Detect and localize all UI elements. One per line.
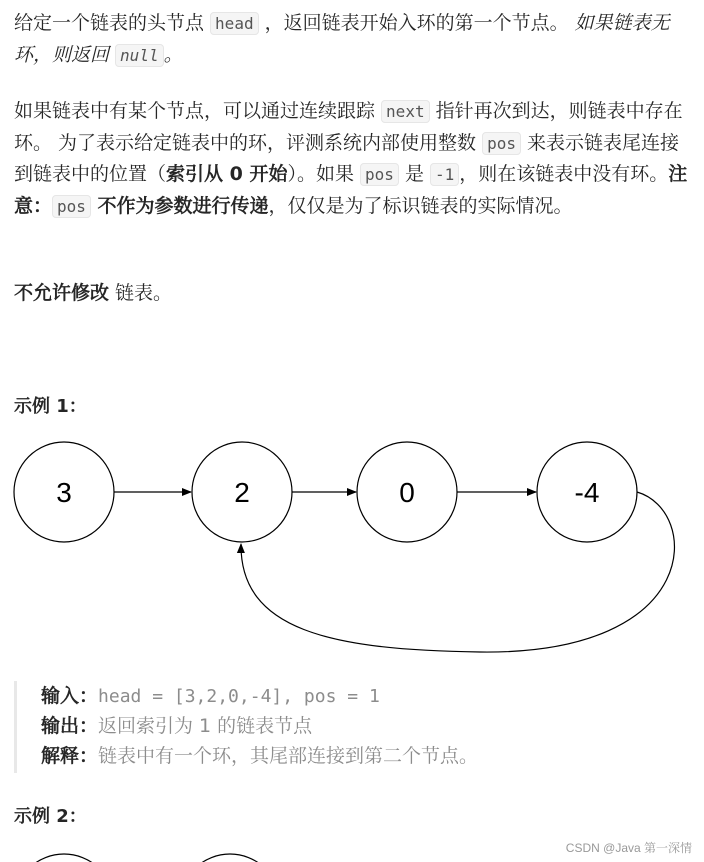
code-next: next	[381, 100, 430, 123]
example-input-line	[41, 681, 681, 711]
text: 如果链表中有某个节点，可以通过连续跟踪	[14, 100, 382, 122]
node-value: 2	[234, 477, 250, 508]
text: 给定一个链表的头节点	[14, 12, 211, 34]
example-1-block	[14, 681, 681, 773]
output-label: 输出：	[41, 715, 99, 737]
node-value: 0	[399, 477, 415, 508]
text: ，则在该链表中没有环。	[459, 163, 669, 185]
output-value: 返回索引为 1 的链表节点	[98, 715, 313, 737]
watermark: CSDN @Java 第一深情	[565, 841, 692, 855]
bold-no-modify: 不允许修改	[14, 282, 110, 304]
node-value: 3	[56, 477, 72, 508]
list-node	[537, 442, 637, 542]
example-2-title: 示例 2：	[14, 806, 87, 827]
input-label: 输入：	[41, 685, 99, 707]
list-node	[357, 442, 457, 542]
text: ，仅仅是为了标识链表的实际情况。	[268, 194, 573, 217]
text: 如果链表无环，则返回	[14, 12, 670, 66]
code-neg1: -1	[430, 163, 459, 186]
intro-paragraph-1	[14, 8, 694, 71]
text: 。	[163, 43, 183, 66]
example-explain-line	[41, 741, 681, 771]
linked-list-diagram	[0, 430, 704, 665]
text: 指针再次到达，则链表中存在环。 为了表示给定链表中的环，评测系统内部使用整数	[14, 100, 683, 154]
text: ）。如果	[287, 163, 361, 185]
node-circle	[14, 854, 114, 862]
example-output-line	[41, 711, 681, 741]
explain-label: 解释：	[41, 745, 99, 767]
code-head: head	[210, 12, 259, 35]
text: 是	[398, 163, 431, 185]
code-pos: pos	[482, 132, 521, 155]
bold-not-param: 不作为参数进行传递	[90, 194, 269, 217]
node-circle	[180, 854, 280, 862]
explain-value: 链表中有一个环，其尾部连接到第二个节点。	[98, 745, 479, 767]
input-value: head = [3,2,0,-4], pos = 1	[98, 686, 380, 707]
code-null: null	[115, 44, 164, 67]
code-pos: pos	[360, 163, 399, 186]
text: ，返回链表开始入环的第一个节点。	[258, 12, 575, 34]
node-value: -4	[574, 477, 600, 508]
intro-paragraph-2	[14, 96, 694, 222]
code-pos: pos	[52, 195, 91, 218]
text: 链表。	[109, 282, 173, 304]
list-node	[192, 442, 292, 542]
list-node	[14, 442, 114, 542]
text: 来表示链表尾连接到链表中的位置（	[14, 131, 680, 185]
intro-paragraph-3	[14, 278, 694, 310]
example-1-title: 示例 1：	[14, 396, 87, 417]
bold-note-label: 注意：	[14, 163, 688, 217]
bold-index-note: 索引从 0 开始	[166, 163, 288, 185]
